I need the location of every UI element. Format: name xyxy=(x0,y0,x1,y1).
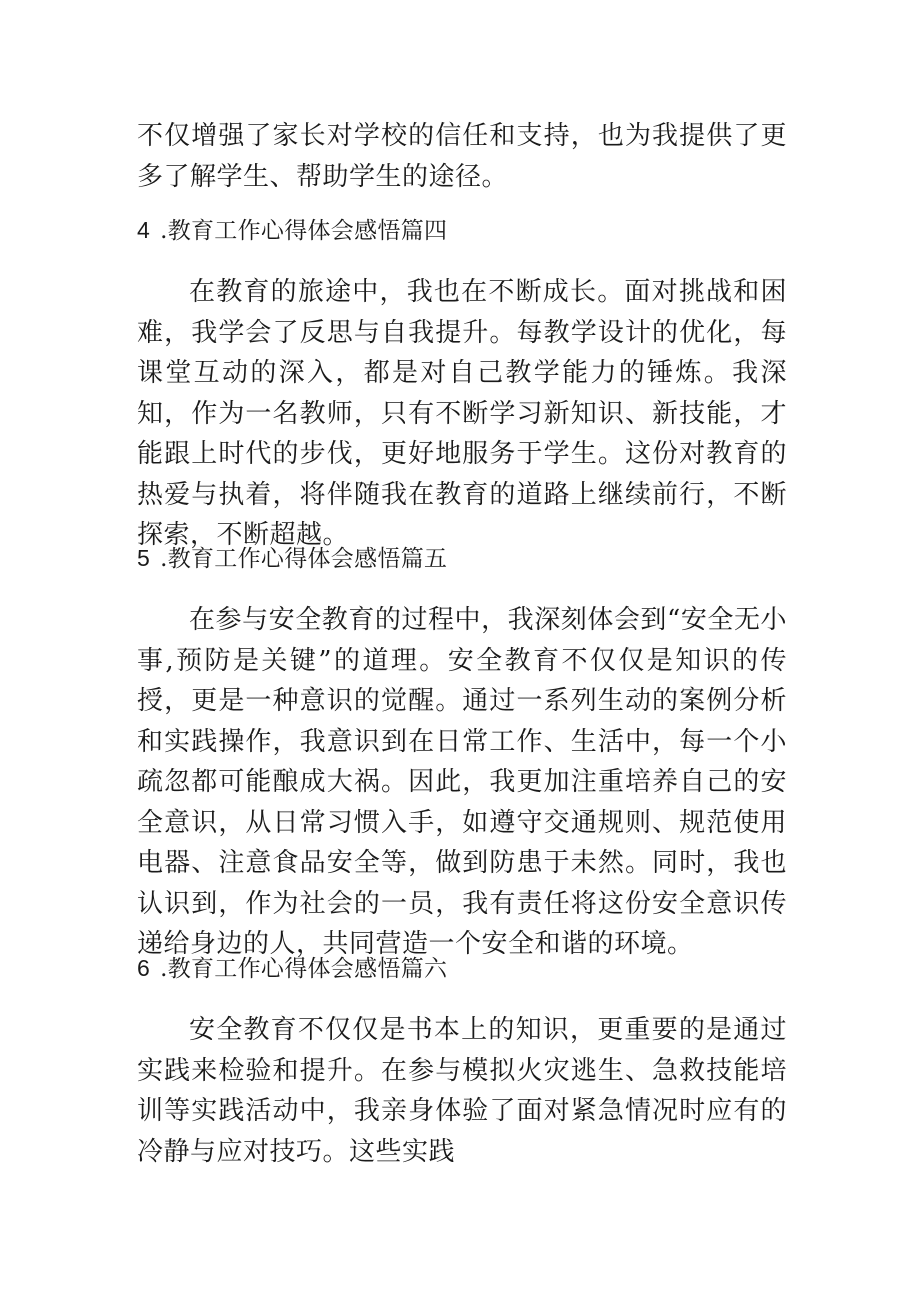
section-heading-4 xyxy=(137,214,787,247)
section-number: 4 xyxy=(137,217,151,243)
section-heading-5 xyxy=(137,542,787,575)
paragraph-section-4: 在教育的旅途中，我也在不断成长。面对挑战和困难，我学会了反思与自我提升。每教学设计的优化，每课堂互动的深入，都是对自己教学能力的锤炼。我深知，作为一名教师，只有不断学习新知识、新技能，才能跟上时代的步伐，更好地服务于学生。这份对教育的热爱与执着，将伴随我在教育的道路上继续前行，不断探索，不断超越。 xyxy=(137,277,787,550)
section-title: .教育工作心得体会感悟篇六 xyxy=(160,956,448,982)
section-heading-6 xyxy=(137,952,787,985)
section-title: .教育工作心得体会感悟篇五 xyxy=(160,546,448,572)
paragraph-intro-continuation: 不仅增强了家长对学校的信任和支持，也为我提供了更多了解学生、帮助学生的途径。 xyxy=(137,121,787,192)
paragraph-section-6: 安全教育不仅仅是书本上的知识，更重要的是通过实践来检验和提升。在参与模拟火灾逃生、急救技能培训等实践活动中，我亲身体验了面对紧急情况时应有的冷静与应对技巧。这些实践 xyxy=(137,1015,787,1167)
section-title: .教育工作心得体会感悟篇四 xyxy=(160,218,448,244)
paragraph-section-5: 在参与安全教育的过程中，我深刻体会到“安全无小事,预防是关键”的道理。安全教育不仅仅是知识的传授，更是一种意识的觉醒。通过一系列生动的案例分析和实践操作，我意识到在日常工作、生活中，每一个小疏忽都可能酿成大祸。因此，我更加注重培养自己的安全意识，从日常习惯入手，如遵守交通规则、规范使用电器、注意食品安全等，做到防患于未然。同时，我也认识到，作为社会的一员，我有责任将这份安全意识传递给身边的人，共同营造一个安全和谐的环境。 xyxy=(137,605,787,959)
section-number: 6 xyxy=(137,955,151,981)
section-number: 5 xyxy=(137,545,151,571)
